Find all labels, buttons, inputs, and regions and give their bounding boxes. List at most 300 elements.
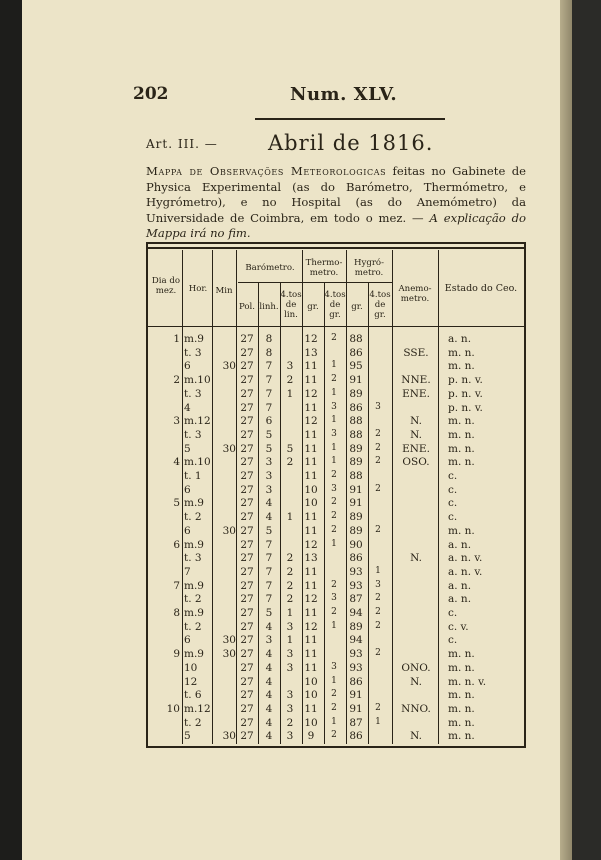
cell-hor: t. 2 bbox=[184, 511, 202, 524]
cell-lin: 4 bbox=[265, 689, 273, 702]
cell-tgr: 11 bbox=[304, 607, 318, 619]
header-thermometro: Thermo-metro. bbox=[305, 258, 343, 278]
cell-qua: 1 bbox=[286, 387, 294, 400]
cell-tqu: 1 bbox=[331, 675, 337, 686]
cell-tqu: 2 bbox=[331, 689, 337, 700]
cell-ane: SSE. bbox=[403, 346, 429, 359]
cell-pol: 27 bbox=[240, 428, 254, 441]
cell-pol: 27 bbox=[240, 702, 254, 715]
cell-lin: 5 bbox=[265, 442, 273, 455]
cell-est: a. n. bbox=[448, 538, 472, 551]
col-rule bbox=[324, 282, 325, 744]
cell-tqu: 2 bbox=[331, 333, 337, 343]
header-pol: Pol. bbox=[238, 302, 256, 312]
cell-pol: 27 bbox=[240, 620, 254, 633]
cell-pol: 27 bbox=[240, 648, 254, 661]
cell-pol: 27 bbox=[240, 730, 254, 743]
cell-hor: 6 bbox=[184, 634, 191, 647]
cell-hor: 4 bbox=[184, 401, 191, 414]
cell-pol: 27 bbox=[240, 661, 254, 674]
col-rule bbox=[368, 282, 369, 744]
cell-hor: t. 2 bbox=[184, 716, 202, 729]
cell-tgr: 12 bbox=[304, 620, 318, 633]
cell-min: 30 bbox=[222, 648, 236, 661]
cell-lin: 7 bbox=[265, 538, 273, 551]
cell-tgr: 11 bbox=[304, 524, 318, 537]
cell-hgr: 91 bbox=[349, 689, 363, 702]
cell-lin: 4 bbox=[265, 675, 273, 688]
cell-pol: 27 bbox=[240, 387, 254, 400]
cell-lin: 7 bbox=[265, 360, 273, 373]
cell-ane: NNO. bbox=[401, 702, 431, 715]
cell-hqu: 2 bbox=[375, 648, 381, 659]
cell-hor: 5 bbox=[184, 730, 191, 743]
cell-hgr: 93 bbox=[349, 565, 363, 578]
cell-pol: 27 bbox=[240, 634, 254, 647]
cell-ane: N. bbox=[410, 730, 422, 743]
cell-lin: 5 bbox=[265, 524, 273, 537]
cell-hor: t. 1 bbox=[184, 470, 202, 482]
cell-hgr: 88 bbox=[349, 415, 363, 428]
cell-tgr: 12 bbox=[304, 387, 318, 400]
cell-tqu: 2 bbox=[331, 579, 337, 590]
cell-lin: 8 bbox=[265, 346, 273, 359]
cell-est: m. n. bbox=[448, 524, 475, 537]
cell-min: 30 bbox=[222, 524, 236, 537]
cell-dia: 8 bbox=[173, 607, 180, 619]
cell-hgr: 89 bbox=[349, 442, 363, 455]
cell-hqu: 2 bbox=[375, 456, 381, 467]
cell-hor: m.10 bbox=[184, 374, 211, 387]
cell-pol: 27 bbox=[240, 675, 254, 688]
cell-lin: 4 bbox=[265, 511, 273, 524]
cell-qua: 1 bbox=[286, 634, 294, 647]
cell-tqu: 1 bbox=[331, 442, 337, 453]
title-rule bbox=[255, 118, 445, 120]
cell-lin: 8 bbox=[265, 333, 273, 345]
cell-est: c. bbox=[448, 511, 458, 524]
cell-hor: 6 bbox=[184, 360, 191, 373]
cell-tgr: 10 bbox=[304, 497, 318, 510]
cell-hgr: 93 bbox=[349, 648, 363, 661]
cell-hgr: 93 bbox=[349, 579, 363, 592]
cell-lin: 4 bbox=[265, 648, 273, 661]
cell-ane: ENE. bbox=[402, 442, 430, 455]
cell-est: m. n. bbox=[448, 456, 475, 469]
header-h-quartos: 4.tos de gr. bbox=[369, 290, 391, 320]
month-heading: Abril de 1816. bbox=[268, 131, 434, 155]
cell-hor: m.10 bbox=[184, 456, 211, 469]
header-t-gr: gr. bbox=[307, 302, 319, 312]
cell-tqu: 3 bbox=[331, 428, 337, 439]
cell-pol: 27 bbox=[240, 346, 254, 359]
cell-qua: 3 bbox=[286, 360, 294, 373]
cell-tgr: 11 bbox=[304, 401, 318, 414]
cell-hgr: 94 bbox=[349, 634, 363, 647]
hygrometro-underline bbox=[346, 282, 392, 283]
cell-hor: m.9 bbox=[184, 333, 204, 345]
caption-body: feitas no Gabinete de Physica Experimental (as do Barómetro, Thermómetro, e Hygrómetro), e no Hospital (as do Anemómetro) da Universidade de Coimbra, em todo o mez. — bbox=[146, 164, 526, 225]
next-page-edge bbox=[572, 0, 601, 860]
page-title: Num. XLV. bbox=[290, 84, 398, 105]
caption-lead: Mappa de Observações Meteorologicas bbox=[146, 164, 387, 178]
cell-hgr: 91 bbox=[349, 497, 363, 510]
cell-qua: 2 bbox=[286, 456, 294, 469]
cell-qua: 3 bbox=[286, 689, 294, 702]
cell-pol: 27 bbox=[240, 511, 254, 524]
cell-hor: m.12 bbox=[184, 702, 211, 715]
cell-est: p. n. v. bbox=[448, 374, 483, 387]
cell-est: c. bbox=[448, 497, 458, 510]
cell-est: m. n. bbox=[448, 648, 475, 661]
cell-lin: 7 bbox=[265, 593, 273, 606]
cell-tqu: 1 bbox=[331, 716, 337, 727]
cell-est: m. n. bbox=[448, 360, 475, 373]
cell-est: p. n. v. bbox=[448, 387, 483, 400]
cell-pol: 27 bbox=[240, 333, 254, 345]
cell-pol: 27 bbox=[240, 456, 254, 469]
cell-tgr: 12 bbox=[304, 538, 318, 551]
cell-hor: t. 2 bbox=[184, 620, 202, 633]
cell-tqu: 2 bbox=[331, 497, 337, 508]
cell-dia: 10 bbox=[166, 702, 180, 715]
cell-hqu: 3 bbox=[375, 401, 381, 412]
col-rule bbox=[438, 250, 439, 744]
cell-hgr: 89 bbox=[349, 620, 363, 633]
cell-tqu: 1 bbox=[331, 620, 337, 631]
cell-est: p. n. v. bbox=[448, 401, 483, 414]
cell-qua: 2 bbox=[286, 552, 294, 565]
cell-lin: 4 bbox=[265, 716, 273, 729]
cell-hor: t. 2 bbox=[184, 593, 202, 606]
cell-hqu: 1 bbox=[375, 565, 381, 576]
cell-hgr: 86 bbox=[349, 401, 363, 414]
cell-hor: t. 3 bbox=[184, 387, 202, 400]
cell-tgr: 11 bbox=[304, 648, 318, 661]
cell-est: m. n. bbox=[448, 442, 475, 455]
cell-hor: 12 bbox=[184, 675, 198, 688]
cell-hor: 6 bbox=[184, 524, 191, 537]
cell-hgr: 91 bbox=[349, 702, 363, 715]
cell-tgr: 11 bbox=[304, 702, 318, 715]
header-barometro: Barómetro. bbox=[245, 263, 295, 273]
cell-lin: 7 bbox=[265, 565, 273, 578]
cell-qua: 3 bbox=[286, 620, 294, 633]
cell-hor: t. 3 bbox=[184, 346, 202, 359]
cell-hor: m.9 bbox=[184, 607, 204, 619]
cell-qua: 2 bbox=[286, 716, 294, 729]
cell-tqu: 2 bbox=[331, 607, 337, 617]
cell-min: 30 bbox=[222, 360, 236, 373]
cell-hor: 5 bbox=[184, 442, 191, 455]
cell-hgr: 86 bbox=[349, 675, 363, 688]
cell-pol: 27 bbox=[240, 470, 254, 482]
page-number: 202 bbox=[133, 84, 169, 104]
cell-hor: m.12 bbox=[184, 415, 211, 428]
cell-hqu: 2 bbox=[375, 442, 381, 453]
cell-lin: 4 bbox=[265, 497, 273, 510]
cell-lin: 7 bbox=[265, 387, 273, 400]
cell-hor: 6 bbox=[184, 483, 191, 496]
cell-tqu: 1 bbox=[331, 415, 337, 426]
cell-est: a. n. bbox=[448, 333, 472, 345]
cell-ane: ONO. bbox=[401, 661, 431, 674]
cell-dia: 9 bbox=[173, 648, 180, 661]
cell-tgr: 11 bbox=[304, 579, 318, 592]
cell-lin: 4 bbox=[265, 702, 273, 715]
cell-tgr: 12 bbox=[304, 415, 318, 428]
cell-lin: 7 bbox=[265, 401, 273, 414]
cell-hgr: 93 bbox=[349, 661, 363, 674]
cell-tgr: 12 bbox=[304, 333, 318, 345]
cell-min: 30 bbox=[222, 634, 236, 647]
cell-hqu: 2 bbox=[375, 428, 381, 439]
cell-pol: 27 bbox=[240, 579, 254, 592]
col-rule bbox=[236, 250, 237, 744]
cell-ane: NNE. bbox=[401, 374, 431, 387]
cell-tgr: 10 bbox=[304, 675, 318, 688]
cell-tqu: 3 bbox=[331, 593, 337, 604]
cell-hgr: 87 bbox=[349, 716, 363, 729]
cell-hqu: 1 bbox=[375, 716, 381, 727]
cell-qua: 2 bbox=[286, 579, 294, 592]
cell-qua: 3 bbox=[286, 661, 294, 674]
header-anemometro: Anemo-metro. bbox=[398, 284, 432, 304]
cell-hgr: 88 bbox=[349, 333, 363, 345]
cell-qua: 1 bbox=[286, 511, 294, 524]
cell-tqu: 1 bbox=[331, 387, 337, 398]
cell-lin: 3 bbox=[265, 634, 273, 647]
cell-hgr: 88 bbox=[349, 470, 363, 482]
cell-tqu: 2 bbox=[331, 374, 337, 385]
cell-pol: 27 bbox=[240, 565, 254, 578]
cell-pol: 27 bbox=[240, 524, 254, 537]
cell-hor: 7 bbox=[184, 565, 191, 578]
cell-tgr: 11 bbox=[304, 470, 318, 482]
cell-tgr: 11 bbox=[304, 456, 318, 469]
cell-tqu: 3 bbox=[331, 483, 337, 494]
cell-hgr: 88 bbox=[349, 428, 363, 441]
cell-dia: 1 bbox=[173, 333, 180, 345]
header-hygrometro: Hygró-metro. bbox=[353, 258, 385, 278]
cell-lin: 3 bbox=[265, 470, 273, 482]
cell-pol: 27 bbox=[240, 689, 254, 702]
cell-pol: 27 bbox=[240, 401, 254, 414]
cell-tgr: 11 bbox=[304, 634, 318, 647]
cell-hqu: 2 bbox=[375, 524, 381, 535]
cell-tgr: 11 bbox=[304, 428, 318, 441]
cell-pol: 27 bbox=[240, 552, 254, 565]
cell-pol: 27 bbox=[240, 360, 254, 373]
cell-est: m. n. bbox=[448, 730, 475, 743]
cell-est: c. v. bbox=[448, 620, 469, 633]
cell-hor: t. 6 bbox=[184, 689, 202, 702]
cell-qua: 5 bbox=[286, 442, 294, 455]
cell-hqu: 2 bbox=[375, 620, 381, 631]
cell-ane: ENE. bbox=[402, 387, 430, 400]
header-dia: Dia do mez. bbox=[151, 276, 181, 296]
cell-hqu: 2 bbox=[375, 702, 381, 713]
cell-lin: 3 bbox=[265, 483, 273, 496]
cell-pol: 27 bbox=[240, 593, 254, 606]
cell-hgr: 86 bbox=[349, 346, 363, 359]
cell-hor: t. 3 bbox=[184, 552, 202, 565]
table-top-double-rule bbox=[146, 247, 526, 249]
cell-hgr: 86 bbox=[349, 552, 363, 565]
cell-tgr: 9 bbox=[307, 730, 315, 743]
cell-hgr: 89 bbox=[349, 511, 363, 524]
cell-pol: 27 bbox=[240, 497, 254, 510]
cell-est: m. n. bbox=[448, 346, 475, 359]
cell-est: a. n. bbox=[448, 579, 472, 592]
cell-est: c. bbox=[448, 607, 458, 619]
col-rule bbox=[280, 282, 281, 744]
cell-min: 30 bbox=[222, 730, 236, 743]
cell-lin: 7 bbox=[265, 374, 273, 387]
cell-pol: 27 bbox=[240, 483, 254, 496]
cell-tqu: 1 bbox=[331, 538, 337, 549]
cell-tgr: 11 bbox=[304, 565, 318, 578]
cell-pol: 27 bbox=[240, 415, 254, 428]
cell-tgr: 10 bbox=[304, 689, 318, 702]
caption-note: A explicação do Mappa irá no fim. bbox=[146, 210, 527, 240]
cell-qua: 2 bbox=[286, 593, 294, 606]
cell-lin: 5 bbox=[265, 428, 273, 441]
cell-qua: 2 bbox=[286, 565, 294, 578]
cell-hgr: 89 bbox=[349, 524, 363, 537]
cell-est: m. n. bbox=[448, 702, 475, 715]
header-hor: Hor. bbox=[188, 284, 208, 294]
col-rule bbox=[182, 250, 183, 744]
table-caption bbox=[146, 164, 526, 242]
header-linh: linh. bbox=[259, 302, 279, 312]
cell-dia: 2 bbox=[173, 374, 180, 387]
cell-est: c. bbox=[448, 634, 458, 647]
cell-tqu: 2 bbox=[331, 524, 337, 535]
cell-tgr: 12 bbox=[304, 593, 318, 606]
cell-dia: 5 bbox=[173, 497, 180, 510]
cell-ane: N. bbox=[410, 415, 422, 428]
cell-dia: 7 bbox=[173, 579, 180, 592]
cell-ane: N. bbox=[410, 675, 422, 688]
cell-tqu: 2 bbox=[331, 702, 337, 713]
cell-lin: 4 bbox=[265, 730, 273, 743]
cell-hor: m.9 bbox=[184, 579, 204, 592]
cell-tqu: 2 bbox=[331, 730, 337, 741]
cell-hgr: 89 bbox=[349, 456, 363, 469]
header-t-quartos: 4.tos de gr. bbox=[324, 290, 346, 320]
cell-est: m. n. bbox=[448, 689, 475, 702]
cell-qua: 3 bbox=[286, 730, 294, 743]
cell-hgr: 90 bbox=[349, 538, 363, 551]
col-rule bbox=[258, 282, 259, 744]
cell-est: m. n. bbox=[448, 716, 475, 729]
cell-hgr: 91 bbox=[349, 374, 363, 387]
cell-tgr: 13 bbox=[304, 552, 318, 565]
cell-pol: 27 bbox=[240, 442, 254, 455]
cell-lin: 4 bbox=[265, 620, 273, 633]
cell-qua: 3 bbox=[286, 648, 294, 661]
cell-qua: 3 bbox=[286, 702, 294, 715]
cell-dia: 3 bbox=[173, 415, 180, 428]
cell-hgr: 87 bbox=[349, 593, 363, 606]
cell-tgr: 13 bbox=[304, 346, 318, 359]
cell-lin: 3 bbox=[265, 456, 273, 469]
cell-hor: m.9 bbox=[184, 648, 204, 661]
cell-tgr: 11 bbox=[304, 442, 318, 455]
cell-qua: 2 bbox=[286, 374, 294, 387]
cell-min: 30 bbox=[222, 442, 236, 455]
cell-lin: 7 bbox=[265, 552, 273, 565]
cell-ane: N. bbox=[410, 428, 422, 441]
cell-dia: 4 bbox=[173, 456, 180, 469]
cell-pol: 27 bbox=[240, 607, 254, 619]
cell-ane: OSO. bbox=[402, 456, 430, 469]
cell-est: c. bbox=[448, 483, 458, 496]
cell-dia: 6 bbox=[173, 538, 180, 551]
cell-hor: m.9 bbox=[184, 497, 204, 510]
cell-est: m. n. bbox=[448, 428, 475, 441]
cell-ane: N. bbox=[410, 552, 422, 565]
cell-est: m. n. v. bbox=[448, 675, 487, 688]
cell-hor: 10 bbox=[184, 661, 198, 674]
cell-pol: 27 bbox=[240, 716, 254, 729]
cell-lin: 5 bbox=[265, 607, 273, 619]
header-quartos-lin: 4.tos de lin. bbox=[280, 290, 302, 320]
cell-est: c. bbox=[448, 470, 458, 482]
cell-tqu: 1 bbox=[331, 360, 337, 371]
cell-lin: 4 bbox=[265, 661, 273, 674]
cell-tgr: 10 bbox=[304, 716, 318, 729]
cell-tqu: 2 bbox=[331, 511, 337, 522]
cell-est: a. n. bbox=[448, 593, 472, 606]
cell-hqu: 2 bbox=[375, 483, 381, 494]
cell-hqu: 3 bbox=[375, 579, 381, 590]
cell-est: m. n. bbox=[448, 661, 475, 674]
cell-hgr: 86 bbox=[349, 730, 363, 743]
cell-hqu: 2 bbox=[375, 607, 381, 617]
article-label: Art. III. — bbox=[146, 137, 218, 151]
header-h-gr: gr. bbox=[351, 302, 363, 312]
cell-est: a. n. v. bbox=[448, 552, 483, 565]
cell-hor: m.9 bbox=[184, 538, 204, 551]
cell-lin: 7 bbox=[265, 579, 273, 592]
header-min: Min bbox=[215, 286, 233, 296]
cell-tgr: 11 bbox=[304, 374, 318, 387]
cell-pol: 27 bbox=[240, 374, 254, 387]
header-estado: Estado do Ceo. bbox=[444, 283, 518, 294]
cell-lin: 6 bbox=[265, 415, 273, 428]
cell-est: a. n. v. bbox=[448, 565, 483, 578]
cell-tqu: 1 bbox=[331, 456, 337, 467]
cell-hgr: 91 bbox=[349, 483, 363, 496]
cell-tqu: 3 bbox=[331, 661, 337, 672]
barometro-underline bbox=[238, 282, 304, 283]
cell-tgr: 11 bbox=[304, 360, 318, 373]
cell-est: m. n. bbox=[448, 415, 475, 428]
cell-tgr: 11 bbox=[304, 661, 318, 674]
header-bottom-rule bbox=[146, 326, 526, 327]
cell-hqu: 2 bbox=[375, 593, 381, 604]
cell-tqu: 3 bbox=[331, 401, 337, 412]
cell-tgr: 10 bbox=[304, 483, 318, 496]
cell-tgr: 11 bbox=[304, 511, 318, 524]
cell-qua: 1 bbox=[286, 607, 294, 619]
cell-hgr: 94 bbox=[349, 607, 363, 619]
cell-hor: t. 3 bbox=[184, 428, 202, 441]
cell-hgr: 89 bbox=[349, 387, 363, 400]
col-rule bbox=[392, 250, 393, 744]
